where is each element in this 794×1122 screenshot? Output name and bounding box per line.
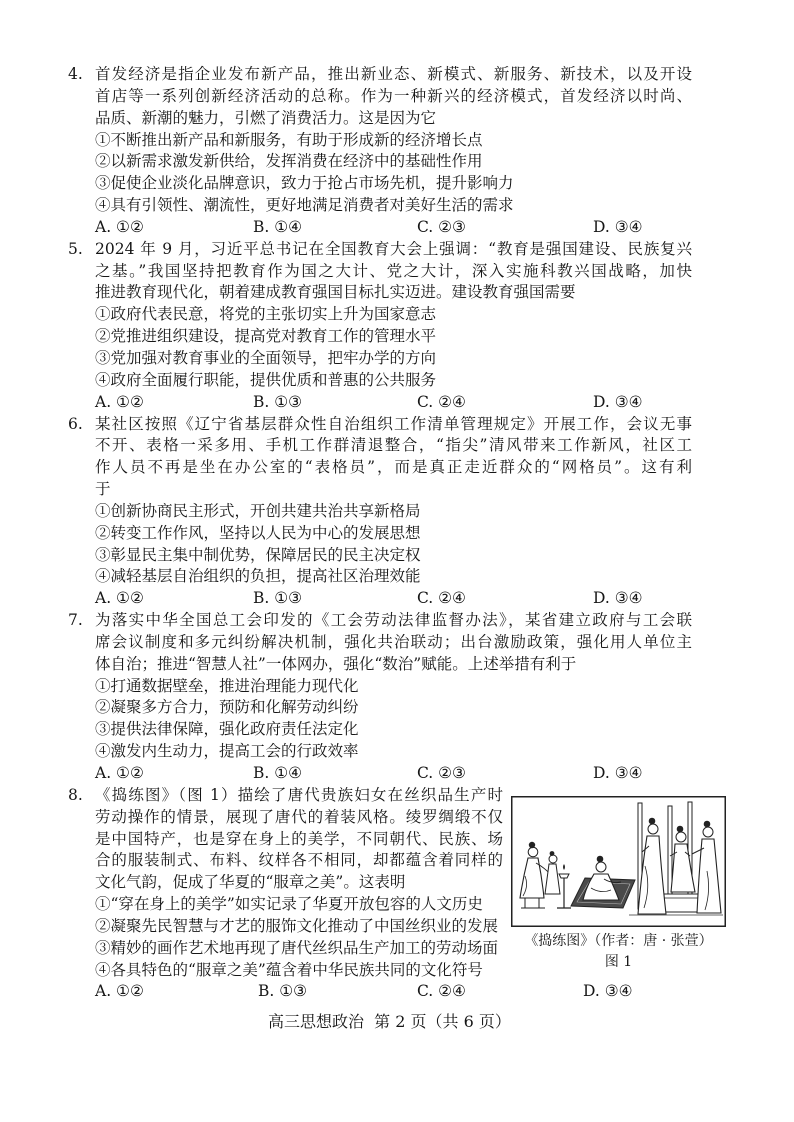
statement-1: ①“穿在身上的美学”如实记录了华夏开放包容的人文历史 [95,895,483,914]
question-stem-line: 《捣练图》（图 1）描绘了唐代贵族妇女在丝织品生产时 [95,785,503,804]
choice-c: C. ②④ [417,589,466,608]
question-stem-line: 劳动操作的情景，展现了唐代的着装风格。绫罗绸缎不仅 [95,807,503,826]
question-stem-line: 不开、表格一采多用、手机工作群清退整合，“指尖”清风带来工作新风，社区工 [95,436,692,455]
statement-4: ④政府全面履行职能，提供优质和普惠的公共服务 [95,370,437,389]
question-body [95,610,692,785]
question-body [95,414,692,611]
page-footer: 高三思想政治 第 2 页（共 6 页） [268,1012,511,1031]
answer-choices [95,981,633,1003]
choice-b: B. ①③ [258,982,308,1001]
question-stem-line: 体自治；推进“智慧人社”一体网办，强化“数治”赋能。上述举措有利于 [95,654,577,673]
question-number: 8. [68,785,83,804]
statement-3: ③党加强对教育事业的全面领导，把牢办学的方向 [95,348,437,367]
statement-2: ②凝聚多方合力，预防和化解劳动纠纷 [95,698,359,717]
choice-c: C. ②③ [417,764,466,782]
figure-caption: 《捣练图》（作者：唐 · 张萱） [524,933,713,949]
choice-b: B. ①④ [253,764,303,782]
question-stem-line: 是中国特产，也是穿在身上的美学，不同朝代、民族、场 [95,829,503,848]
choice-b: B. ①③ [253,589,303,608]
question-stem-line: 于 [95,480,111,499]
question-5 [0,239,794,414]
statement-2: ②党推进组织建设，提高党对教育工作的管理水平 [95,327,437,346]
question-body [95,239,692,414]
question-stem-line: 某社区按照《辽宁省基层群众性自治组织工作清单管理规定》开展工作，会议无事 [95,414,692,433]
statement-4: ④激发内生动力，提高工会的行政效率 [95,742,359,761]
answer-choices [95,217,692,239]
question-number: 4. [68,65,83,83]
statement-3: ③提供法律保障，强化政府责任法定化 [95,720,359,739]
statement-4: ④减轻基层自治组织的负担，提高社区治理效能 [95,567,421,586]
statement-3: ③彰显民主集中制优势，保障居民的民主决定权 [95,545,421,564]
answer-choices [95,763,692,785]
question-7 [0,610,794,785]
question-stem-line: 首店等一系列创新经济活动的总称。作为一种新兴的经济模式，首发经济以时尚、 [95,86,692,105]
question-stem-line: 文化气韵，促成了华夏的“服章之美”。这表明 [95,873,406,892]
choice-a: A. ①② [95,982,144,1001]
answer-choices [95,392,692,414]
answer-choices [95,588,692,610]
statement-1: ①不断推出新产品和新服务，有助于形成新的经济增长点 [95,130,483,149]
question-stem-line: 席会议制度和多元纠纷解决机制，强化共治联动；出台激励政策，强化用人单位主 [95,632,692,651]
question-stem-line: 2024 年 9 月，习近平总书记在全国教育大会上强调：“教育是强国建设、民族复兴 [95,239,692,258]
figure-label: 图 1 [604,954,633,970]
question-stem-line: 合的服装制式、布料、纹样各不相同，却都蕴含着同样的 [95,851,503,870]
question-stem-line: 之基。”我国坚持把教育作为国之大计、党之大计，深入实施科教兴国战略，加快 [95,261,692,280]
statement-1: ①打通数据壁垒，推进治理能力现代化 [95,676,359,695]
choice-c: C. ②④ [417,982,466,1001]
statement-3: ③促使企业淡化品牌意识，致力于抢占市场先机，提升影响力 [95,174,514,193]
question-number: 5. [68,239,83,258]
question-stem-line: 为落实中华全国总工会印发的《工会劳动法律监督办法》，某省建立政府与工会联 [95,611,692,630]
choice-d: D. ③④ [593,392,643,411]
question-stem-line: 作人员不再是坐在办公室的“表格员”，而是真正走近群众的“网格员”。这有利 [95,458,692,477]
question-6 [0,414,794,611]
question-4 [0,64,794,239]
statement-2: ②转变工作作风，坚持以人民为中心的发展思想 [95,523,421,542]
question-stem-line: 推进教育现代化，朝着建成教育强国目标扎实迈进。建设教育强国需要 [95,283,576,302]
choice-c: C. ②③ [417,217,466,236]
question-stem-line: 首发经济是指企业发布新产品，推出新业态、新模式、新服务、新技术，以及开设 [95,65,692,83]
question-number: 7. [68,611,83,630]
question-body [95,64,692,239]
choice-b: B. ①④ [253,217,303,236]
choice-a: A. ①② [95,217,144,236]
choice-a: A. ①② [95,589,144,608]
statement-1: ①创新协商民主形式，开创共建共治共享新格局 [95,501,421,520]
painting-line-drawing [511,796,726,927]
choice-a: A. ①② [95,392,144,411]
choice-a: A. ①② [95,764,144,782]
choice-d: D. ③④ [593,589,643,608]
statement-4: ④各具特色的“服章之美”蕴含着中华民族共同的文化符号 [95,960,483,979]
daolian-painting-illustration [511,796,726,927]
choice-d: D. ③④ [583,982,633,1001]
statement-1: ①政府代表民意，将党的主张切实上升为国家意志 [95,305,437,324]
question-stem-line: 品质、新潮的魅力，引燃了消费活力。这是因为它 [95,108,437,127]
statement-4: ④具有引领性、潮流性，更好地满足消费者对美好生活的需求 [95,196,514,215]
question-number: 6. [68,414,83,433]
choice-d: D. ③④ [593,764,643,782]
choice-c: C. ②④ [417,392,466,411]
statement-2: ②凝聚先民智慧与才艺的服饰文化推动了中国丝织业的发展 [95,916,499,935]
statement-2: ②以新需求激发新供给，发挥消费在经济中的基础性作用 [95,152,483,171]
choice-d: D. ③④ [593,217,643,236]
choice-b: B. ①③ [253,392,303,411]
statement-3: ③精妙的画作艺术地再现了唐代丝织品生产加工的劳动场面 [95,938,499,957]
